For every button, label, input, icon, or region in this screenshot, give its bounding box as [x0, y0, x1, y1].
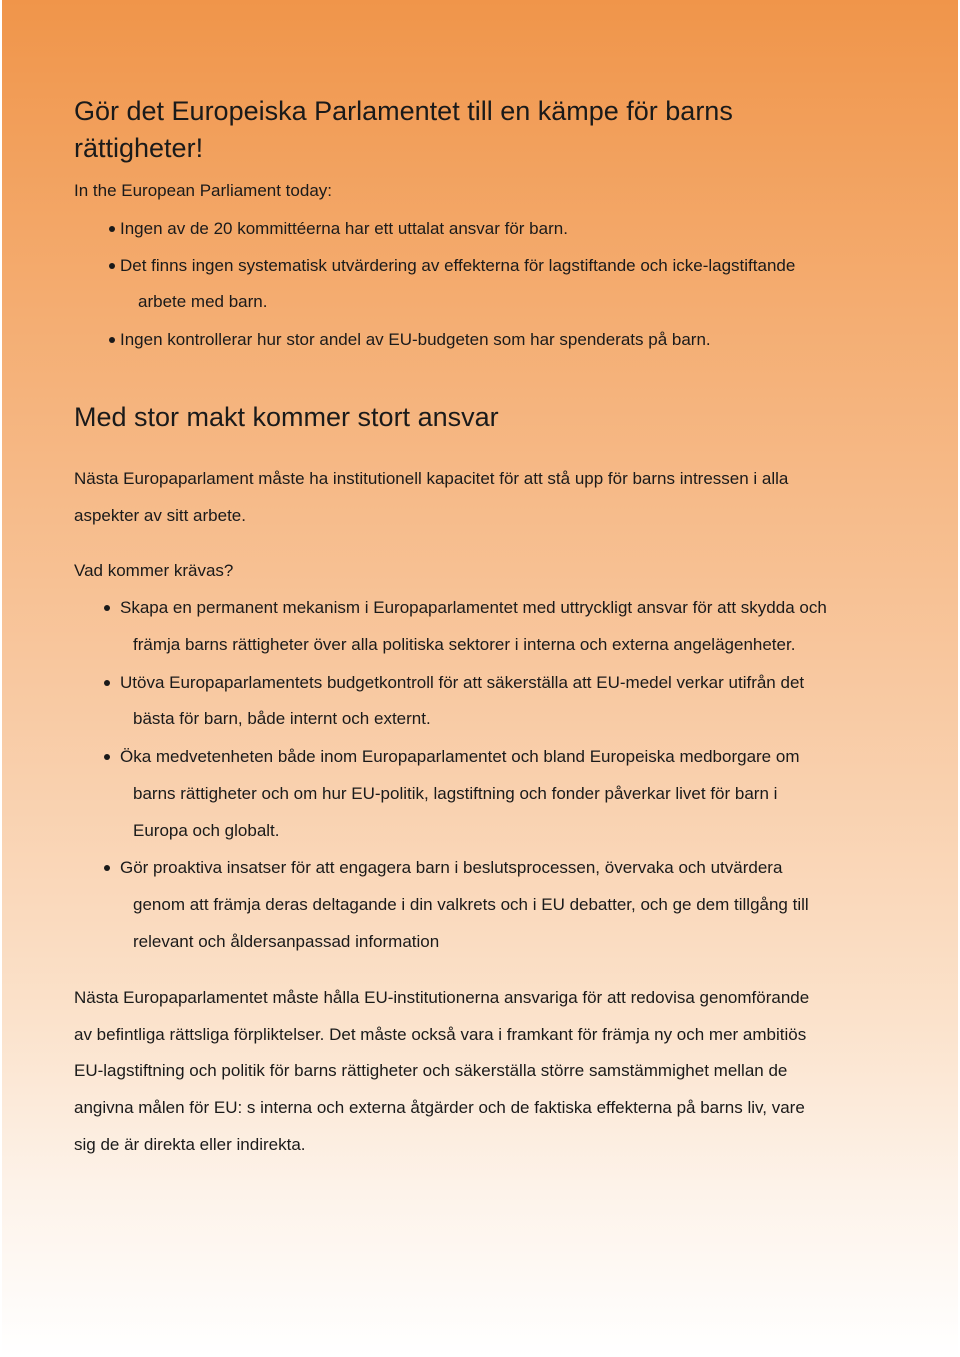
list-item-continuation: arbete med barn. — [138, 292, 268, 311]
list-item-continuation: relevant och åldersanpassad information — [133, 932, 440, 951]
list-item: Öka medvetenheten både inom Europaparlamentet och bland Europeiska medborgare om — [120, 747, 800, 766]
paragraph-line: angivna målen för EU: s interna och externa åtgärder och de faktiska effekterna på barns liv, vare — [74, 1098, 805, 1117]
paragraph-line: av befintliga rättsliga förpliktelser. Det måste också vara i framkant för främja ny och mer ambitiös — [74, 1025, 807, 1044]
bullet-dot-icon — [109, 337, 115, 343]
paragraph-line: aspekter av sitt arbete. — [74, 506, 246, 525]
list-item: Skapa en permanent mekanism i Europaparlamentet med uttryckligt ansvar för att skydda och — [120, 598, 827, 617]
list-item-continuation: bästa för barn, både internt och externt. — [133, 709, 431, 728]
page-title-line-1: Gör det Europeiska Parlamentet till en kämpe för barns — [74, 96, 733, 126]
bullet-dot-icon — [109, 226, 115, 232]
list-item-continuation: genom att främja deras deltagande i din valkrets och i EU debatter, och ge dem tillgång till — [133, 895, 809, 914]
list-item: Det finns ingen systematisk utvärdering av effekterna för lagstiftande och icke-lagstiftande — [120, 256, 796, 275]
bullet-dot-icon — [104, 605, 110, 611]
page-title — [74, 93, 733, 167]
list-item-continuation: barns rättigheter och om hur EU-politik, lagstiftning och fonder påverkar livet för barn i — [133, 784, 778, 803]
list-item: Utöva Europaparlamentets budgetkontroll för att säkerställa att EU-medel verkar utifrån det — [120, 673, 805, 692]
intro-text: In the European Parliament today: — [74, 181, 332, 200]
question-text: Vad kommer krävas? — [74, 561, 234, 580]
list-item: Ingen av de 20 kommittéerna har ett uttalat ansvar för barn. — [120, 219, 568, 238]
bullet-dot-icon — [104, 680, 110, 686]
list-item-continuation: främja barns rättigheter över alla politiska sektorer i interna och externa angelägenheter. — [133, 635, 796, 654]
section-heading: Med stor makt kommer stort ansvar — [74, 402, 499, 432]
paragraph-line: Nästa Europaparlamentet måste hålla EU-institutionerna ansvariga för att redovisa genomförande — [74, 988, 810, 1007]
paragraph-line: Nästa Europaparlament måste ha institutionell kapacitet för att stå upp för barns intressen i alla — [74, 469, 789, 488]
bullet-dot-icon — [109, 263, 115, 269]
document-page — [2, 0, 958, 1357]
bullet-dot-icon — [104, 865, 110, 871]
paragraph-line: EU-lagstiftning och politik för barns rättigheter och säkerställa större samstämmighet mellan de — [74, 1061, 788, 1080]
page-title-line-2: rättigheter! — [74, 133, 204, 163]
bullet-dot-icon — [104, 754, 110, 760]
list-item: Ingen kontrollerar hur stor andel av EU-budgeten som har spenderats på barn. — [120, 330, 711, 349]
paragraph-line: sig de är direkta eller indirekta. — [74, 1135, 306, 1154]
list-item: Gör proaktiva insatser för att engagera barn i beslutsprocessen, övervaka och utvärdera — [120, 858, 783, 877]
list-item-continuation: Europa och globalt. — [133, 821, 280, 840]
